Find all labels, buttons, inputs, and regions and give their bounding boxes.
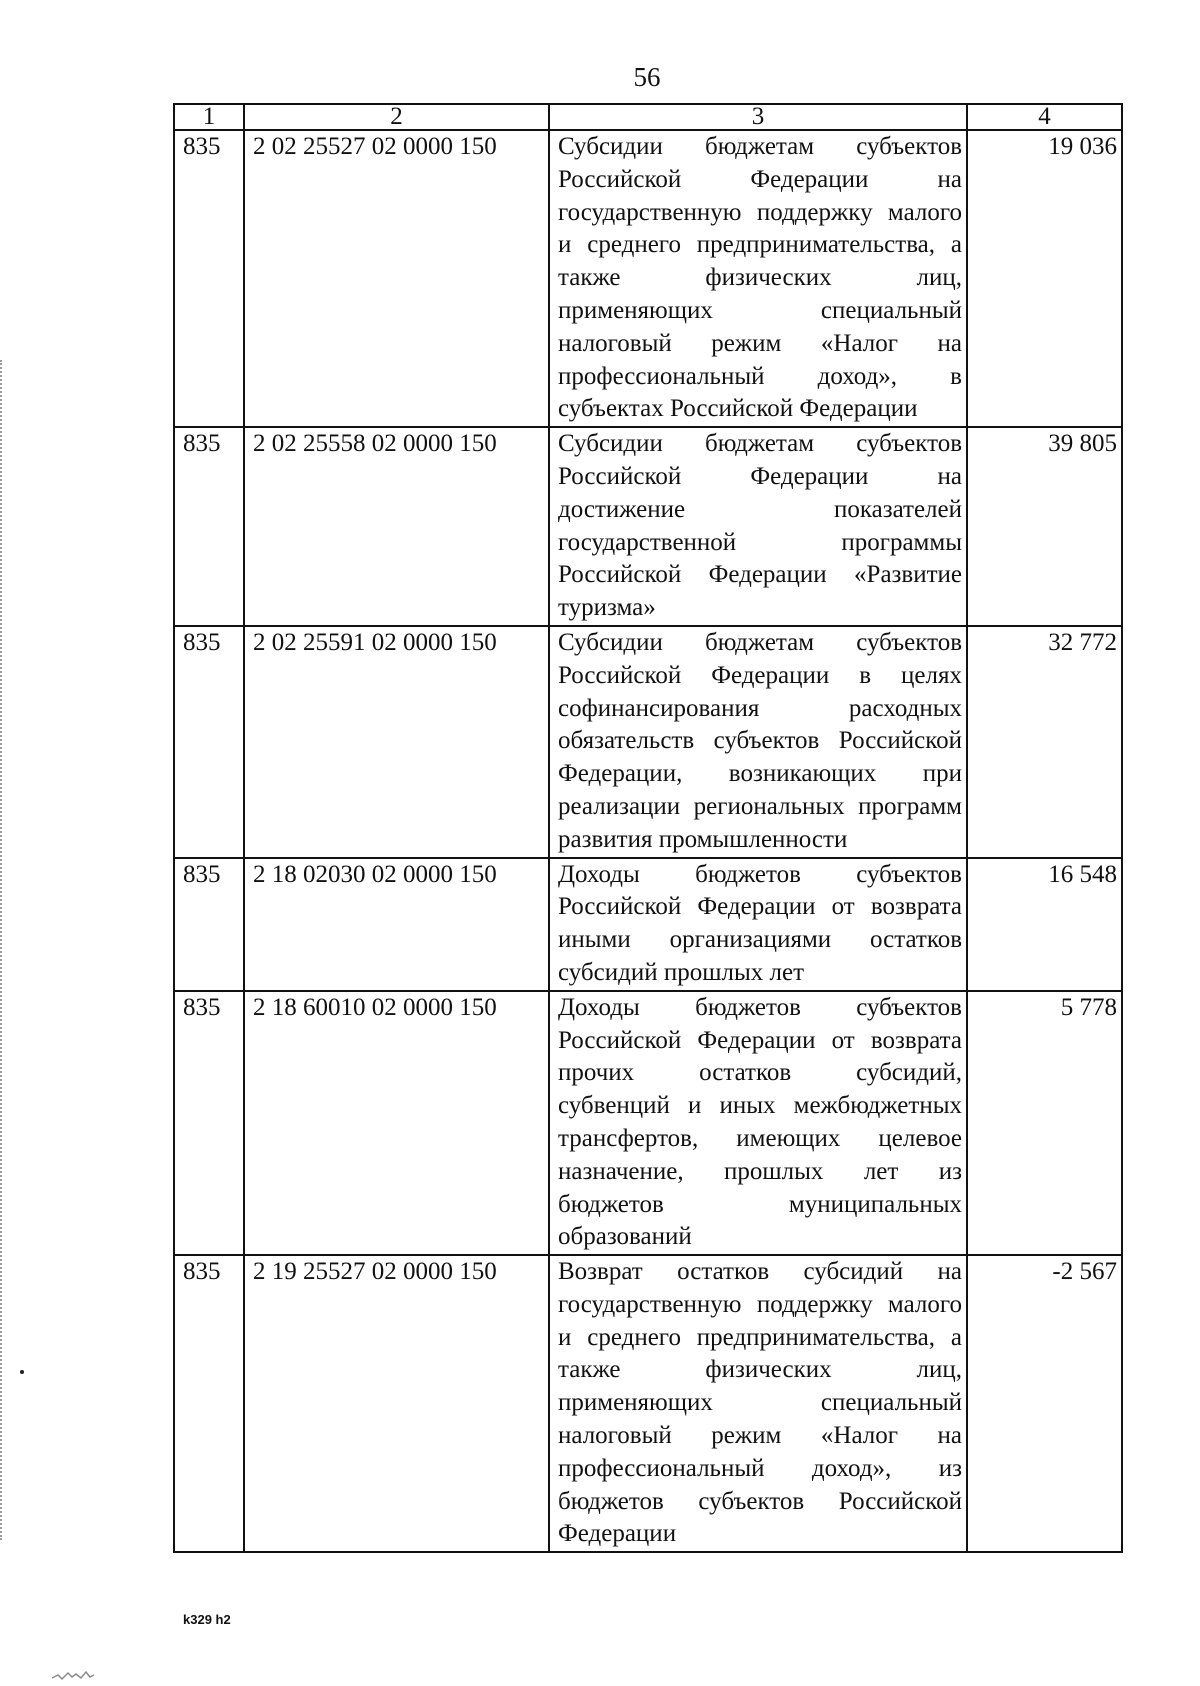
budget-classification-code-cell: 2 18 02030 02 0000 150	[244, 858, 549, 991]
amount-cell: 16 548	[967, 858, 1122, 991]
revenue-description-cell: Возврат остатков субсидий на государственную поддержку малого и среднего предпринимательства, а также физических лиц, применяющих специальный налоговый режим «Налог на профессиональный доход», из бюджетов субъектов Российской Федерации	[549, 1255, 967, 1552]
budget-classification-code-cell: 2 02 25591 02 0000 150	[244, 626, 549, 858]
administrator-code-cell: 835	[174, 1255, 244, 1552]
revenue-description-cell: Доходы бюджетов субъектов Российской Федерации от возврата иными организациями остатков субсидий прошлых лет	[549, 858, 967, 991]
amount-cell: 39 805	[967, 427, 1122, 626]
amount-cell: -2 567	[967, 1255, 1122, 1552]
administrator-code-cell: 835	[174, 991, 244, 1255]
table-row	[174, 991, 1122, 1255]
table-row	[174, 858, 1122, 991]
administrator-code-cell: 835	[174, 427, 244, 626]
budget-classification-code-cell: 2 19 25527 02 0000 150	[244, 1255, 549, 1552]
column-header-4: 4	[967, 104, 1122, 130]
amount-cell: 19 036	[967, 130, 1122, 427]
administrator-code-cell: 835	[174, 626, 244, 858]
column-header-1: 1	[174, 104, 244, 130]
column-header-3: 3	[549, 104, 967, 130]
revenue-description-cell: Субсидии бюджетам субъектов Российской Федерации на государственную поддержку малого и среднего предпринимательства, а также физических лиц, применяющих специальный налоговый режим «Налог на профессиональный доход», в субъектах Российской Федерации	[549, 130, 967, 427]
scan-dot-artifact	[20, 1370, 24, 1374]
table-row	[174, 427, 1122, 626]
table-header-row	[174, 104, 1122, 130]
budget-classification-code-cell: 2 18 60010 02 0000 150	[244, 991, 549, 1255]
budget-revenue-table	[173, 103, 1123, 1553]
table-row	[174, 626, 1122, 858]
administrator-code-cell: 835	[174, 858, 244, 991]
budget-classification-code-cell: 2 02 25527 02 0000 150	[244, 130, 549, 427]
document-footer-code: k329 h2	[183, 1612, 231, 1627]
scan-smudge-artifact	[50, 1668, 110, 1682]
amount-cell: 32 772	[967, 626, 1122, 858]
scan-edge-artifact	[0, 360, 4, 1540]
page-number: 56	[633, 62, 661, 92]
administrator-code-cell: 835	[174, 130, 244, 427]
amount-cell: 5 778	[967, 991, 1122, 1255]
revenue-description-cell: Субсидии бюджетам субъектов Российской Федерации на достижение показателей государственной программы Российской Федерации «Развитие туризма»	[549, 427, 967, 626]
budget-classification-code-cell: 2 02 25558 02 0000 150	[244, 427, 549, 626]
revenue-description-cell: Доходы бюджетов субъектов Российской Федерации от возврата прочих остатков субсидий, субвенций и иных межбюджетных трансфертов, имеющих целевое назначение, прошлых лет из бюджетов муниципальных образований	[549, 991, 967, 1255]
table-row	[174, 1255, 1122, 1552]
table-row	[174, 130, 1122, 427]
revenue-description-cell: Субсидии бюджетам субъектов Российской Федерации в целях софинансирования расходных обязательств субъектов Российской Федерации, возникающих при реализации региональных программ развития промышленности	[549, 626, 967, 858]
column-header-2: 2	[244, 104, 549, 130]
